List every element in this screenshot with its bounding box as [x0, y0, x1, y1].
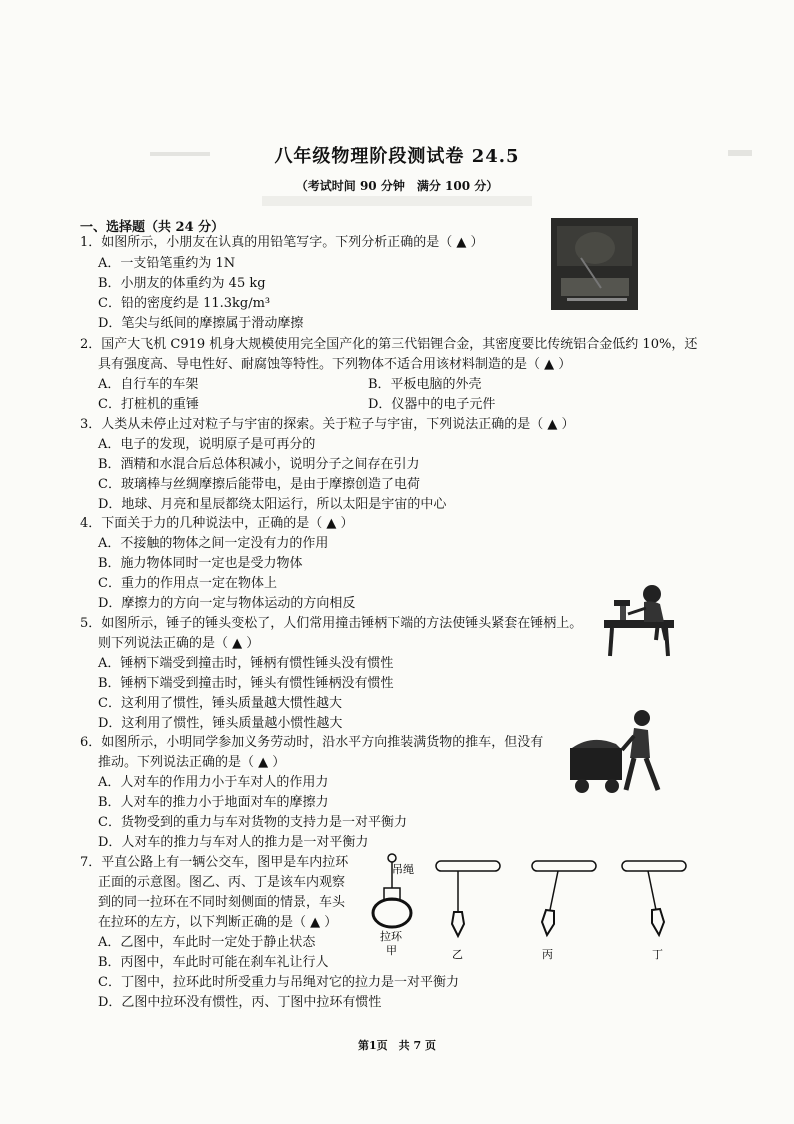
caption-yi: 乙: [452, 948, 463, 961]
question-4-option-b: B．施力物体同时一定也是受力物体: [98, 556, 303, 571]
question-2-stem: 2．国产大飞机 C919 机身大规模使用完全国产化的第三代铝锂合金，其密度要比传统铝合金低约 10%，还: [80, 337, 698, 352]
question-7-option-c: C．丁图中，拉环此时所受重力与吊绳对它的拉力是一对平衡力: [98, 975, 459, 990]
rope-label: 吊绳: [392, 863, 414, 876]
page-title: 八年级物理阶段测试卷 24.5: [274, 146, 520, 167]
question-2-option-b: B．平板电脑的外壳: [368, 377, 482, 392]
section-heading: 一、选择题（共 24 分）: [80, 220, 225, 235]
question-7-stem-cont: 正面的示意图。图乙、丙、丁是该车内观察: [98, 875, 346, 890]
question-6-stem: 6．如图所示，小明同学参加义务劳动时，沿水平方向推装满货物的推车，但没有: [80, 735, 544, 750]
question-7-option-a: A．乙图中，车此时一定处于静止状态: [98, 935, 316, 950]
question-7-stem-cont: 到的同一拉环在不同时刻侧面的情景，车头: [98, 895, 346, 910]
question-1-stem: 1．如图所示，小朋友在认真的用铅笔写字。下列分析正确的是（ ▲ ）: [80, 235, 484, 250]
question-4-option-c: C．重力的作用点一定在物体上: [98, 576, 277, 591]
pencil-writing-photo: [551, 218, 638, 310]
question-5-option-d: D．这利用了惯性，锤头质量越小惯性越大: [98, 716, 343, 731]
question-3-option-c: C．玻璃棒与丝绸摩擦后能带电，是由于摩擦创造了电荷: [98, 477, 420, 492]
question-5-option-b: B．锤柄下端受到撞击时，锤头有惯性锤柄没有惯性: [98, 676, 394, 691]
question-7-stem: 7．平直公路上有一辆公交车，图甲是车内拉环: [80, 855, 349, 870]
question-1-option-b: B．小朋友的体重约为 45 kg: [98, 276, 266, 291]
page-footer: 第1页 共 7 页: [358, 1039, 436, 1052]
caption-ding: 丁: [652, 948, 663, 961]
scan-smudge: [262, 196, 532, 206]
question-1-option-c: C．铅的密度约是 11.3kg/m³: [98, 296, 271, 311]
question-6-option-b: B．人对车的推力小于地面对车的摩擦力: [98, 795, 329, 810]
question-3-stem: 3．人类从未停止过对粒子与宇宙的探索。关于粒子与宇宙，下列说法正确的是（ ▲ ）: [80, 417, 575, 432]
question-1-option-a: A．一支铅笔重约为 1N: [98, 256, 236, 271]
question-2-option-d: D．仪器中的电子元件: [368, 397, 496, 412]
question-6-stem-cont: 推动。下列说法正确的是（ ▲ ）: [98, 755, 286, 770]
question-6-option-a: A．人对车的作用力小于车对人的作用力: [98, 775, 329, 790]
question-4-option-d: D．摩擦力的方向一定与物体运动的方向相反: [98, 596, 356, 611]
question-4-option-a: A．不接触的物体之间一定没有力的作用: [98, 536, 329, 551]
ring-label: 拉环: [380, 930, 402, 943]
caption-bing: 丙: [542, 948, 553, 961]
question-3-option-a: A．电子的发现，说明原子是可再分的: [98, 437, 316, 452]
question-3-option-b: B．酒精和水混合后总体积减小，说明分子之间存在引力: [98, 457, 420, 472]
question-5-option-c: C．这利用了惯性，锤头质量越大惯性越大: [98, 696, 342, 711]
question-7-option-d: D．乙图中拉环没有惯性，丙、丁图中拉环有惯性: [98, 995, 382, 1010]
question-2-option-a: A．自行车的车架: [98, 377, 199, 392]
question-1-option-d: D．笔尖与纸间的摩擦属于滑动摩擦: [98, 316, 304, 331]
question-2-stem-cont: 具有强度高、导电性好、耐腐蚀等特性。下列物体不适合用该材料制造的是（ ▲ ）: [98, 357, 572, 372]
question-7-stem-cont: 在拉环的左方，以下判断正确的是（ ▲ ）: [98, 915, 338, 930]
question-4-stem: 4．下面关于力的几种说法中，正确的是（ ▲ ）: [80, 516, 354, 531]
caption-jia: 甲: [386, 944, 397, 957]
question-5-stem: 5．如图所示，锤子的锤头变松了，人们常用撞击锤柄下端的方法使锤头紧套在锤柄上。: [80, 616, 583, 631]
question-7-option-b: B．丙图中，车此时可能在刹车礼让行人: [98, 955, 329, 970]
exam-info: （考试时间 90 分钟 满分 100 分）: [295, 179, 499, 193]
question-5-stem-cont: 则下列说法正确的是（ ▲ ）: [98, 636, 260, 651]
question-6-option-c: C．货物受到的重力与车对货物的支持力是一对平衡力: [98, 815, 407, 830]
question-5-option-a: A．锤柄下端受到撞击时，锤柄有惯性锤头没有惯性: [98, 656, 394, 671]
handle-ring-diagram: [364, 848, 704, 964]
hammer-illustration: [600, 580, 684, 658]
question-3-option-d: D．地球、月亮和星辰都绕太阳运行，所以太阳是宇宙的中心: [98, 497, 447, 512]
question-2-option-c: C．打桩机的重锤: [98, 397, 199, 412]
pushing-cart-illustration: [568, 706, 668, 798]
question-6-option-d: D．人对车的推力与车对人的推力是一对平衡力: [98, 835, 369, 850]
